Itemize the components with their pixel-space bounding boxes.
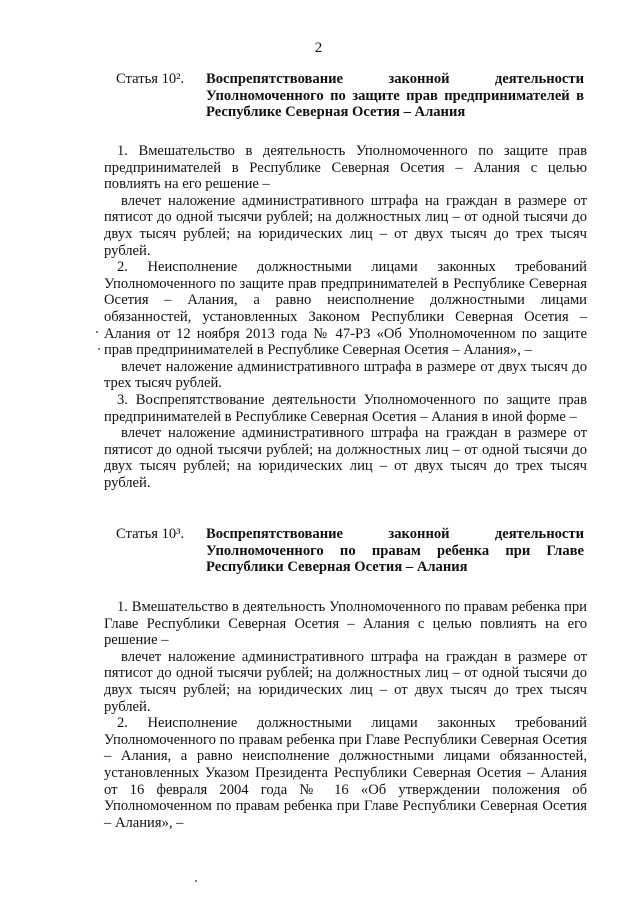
paragraph: 1. Вмешательство в деятельность Уполномоченного по защите прав предпринимателей в Республике Северная Осетия – Алания с целью повлиять на его решение – xyxy=(104,143,587,193)
article-10-3-body xyxy=(104,599,587,831)
paragraph: влечет наложение административного штрафа на граждан в размере от пятисот до одной тысячи рублей; на должностных лиц – от одной тысячи до двух тысяч рублей; на юридических лиц – от двух тысяч до трех тысяч рублей. xyxy=(104,425,587,491)
scan-speck xyxy=(98,348,100,350)
article-title: Воспрепятствование законной деятельности Уполномоченного по защите прав предпринимателей в Республике Северная Осетия – Алания xyxy=(206,71,584,121)
article-title: Воспрепятствование законной деятельности Уполномоченного по правам ребенка при Главе Республики Северная Осетия – Алания xyxy=(206,526,584,576)
article-10-2-body xyxy=(104,143,587,491)
article-10-2-heading xyxy=(104,71,584,121)
page-number: 2 xyxy=(314,40,323,56)
paragraph: влечет наложение административного штрафа на граждан в размере от пятисот до одной тысячи рублей; на должностных лиц – от одной тысячи до двух тысяч рублей; на юридических лиц – от двух тысяч до трех тысяч рублей. xyxy=(104,648,587,715)
article-label: Статья 10². xyxy=(116,71,185,87)
paragraph: влечет наложение административного штрафа на граждан в размере от пятисот до одной тысячи рублей; на должностных лиц – от одной тысячи до двух тысяч рублей; на юридических лиц – от двух тысяч до трех тысяч рублей. xyxy=(104,192,587,259)
paragraph: 2. Неисполнение должностными лицами законных требований Уполномоченного по защите прав предпринимателей в Республике Северная Осетия – Алания, а равно неисполнение должностными лицами обязанностей, установленных Законом Республики Северная Осетия – Алания от 12 ноября 2013 года № 47-РЗ «Об Уполномоченном по защите прав предпринимателей в Республике Северная Осетия – Алания», – xyxy=(104,259,587,359)
paragraph: 1. Вмешательство в деятельность Уполномоченного по правам ребенка при Главе Республики Северная Осетия – Алания с целью повлиять на его решение – xyxy=(104,599,587,649)
article-10-3-heading xyxy=(104,526,584,576)
article-label: Статья 10³. xyxy=(116,526,185,542)
scan-speck xyxy=(195,880,197,882)
paragraph: 2. Неисполнение должностными лицами законных требований Уполномоченного по правам ребенка при Главе Республики Северная Осетия – Алания, а равно неисполнение должностными лицами обязанностей, установленных Указом Президента Республики Северная Осетия – Алания от 16 февраля 2004 года № 16 «Об утверждении положения об Уполномоченном по правам ребенка при Главе Республики Северная Осетия – Алания», – xyxy=(104,715,587,831)
paragraph: влечет наложение административного штрафа в размере от двух тысяч до трех тысяч рублей. xyxy=(104,358,587,392)
scan-speck xyxy=(96,331,98,333)
paragraph: 3. Воспрепятствование деятельности Уполномоченного по защите прав предпринимателей в Республике Северная Осетия – Алания в иной форме – xyxy=(104,391,587,425)
